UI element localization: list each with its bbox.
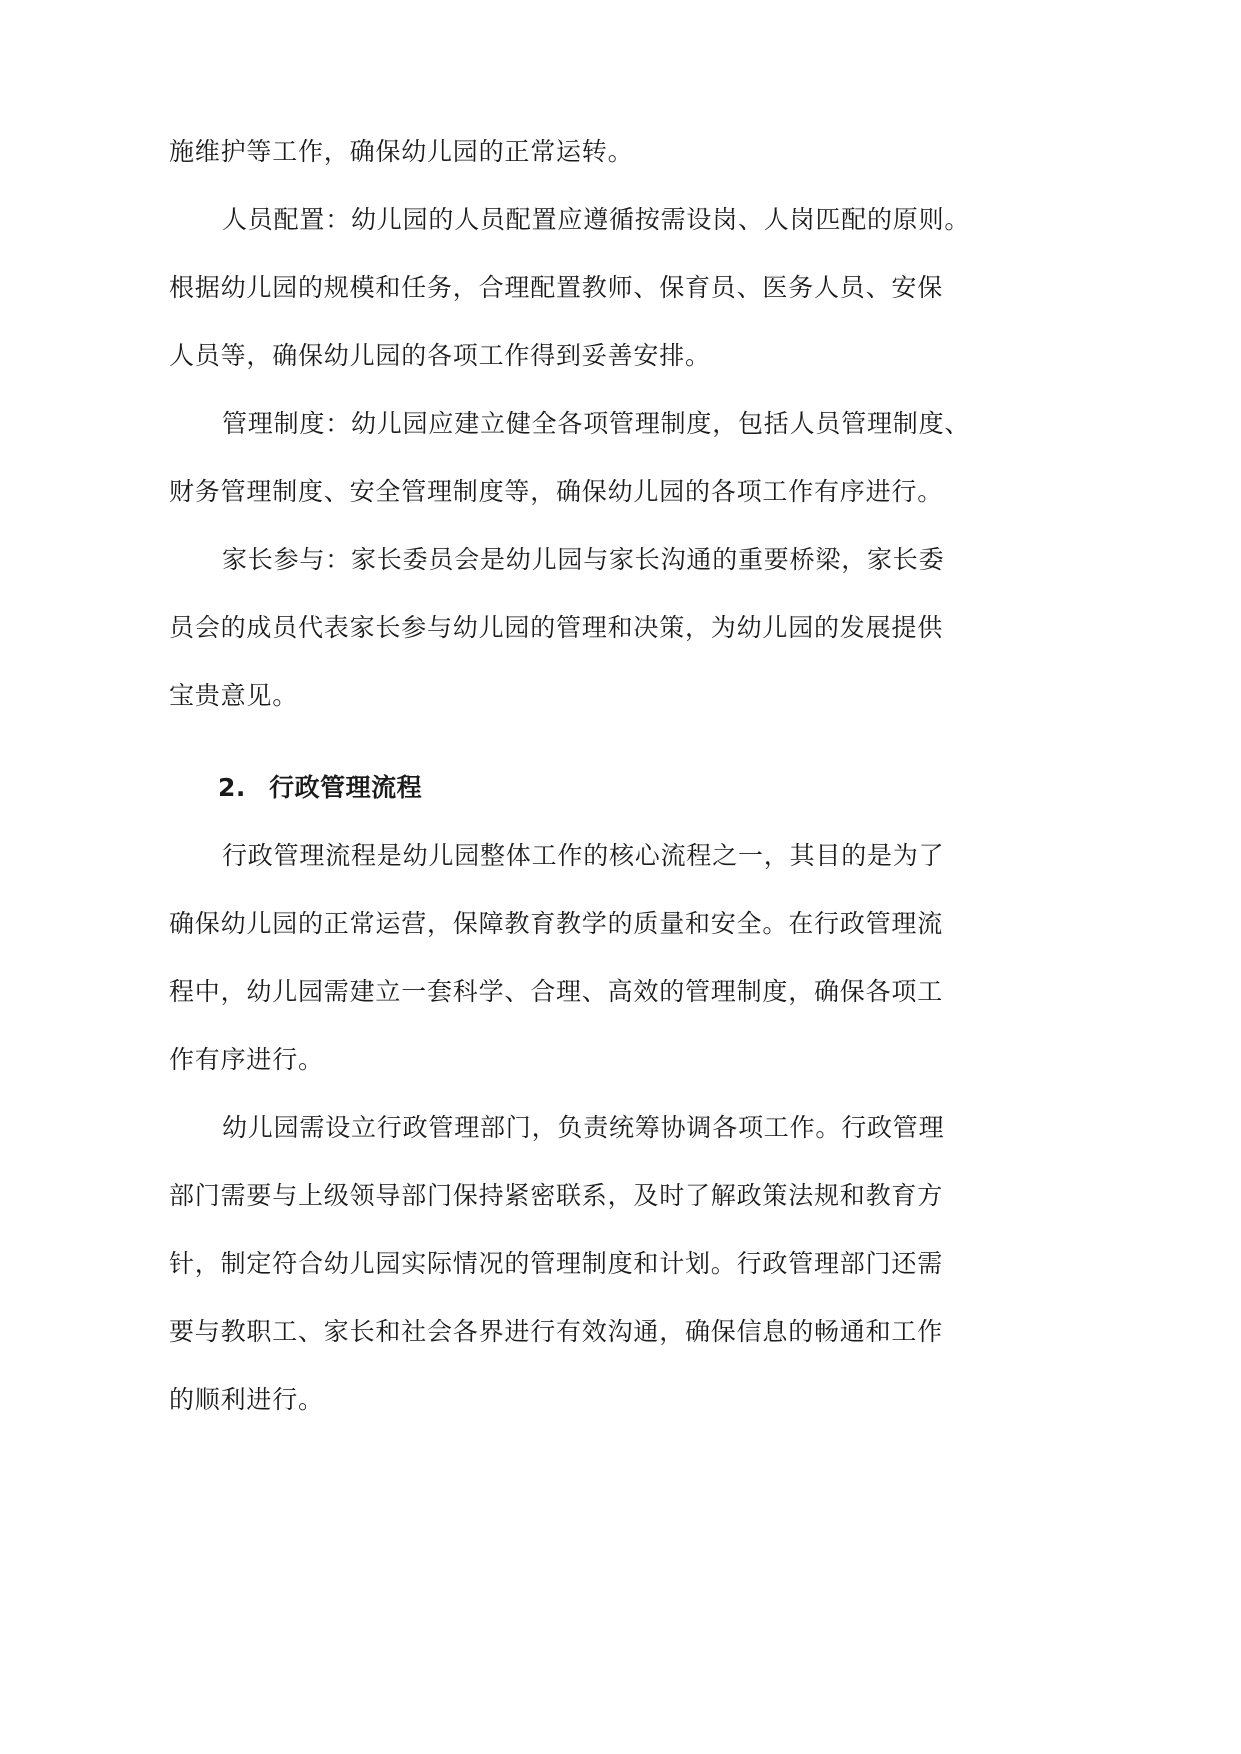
paragraph-line: 部门需要与上级领导部门保持紧密联系，及时了解政策法规和教育方 <box>169 1181 944 1210</box>
section-heading <box>0 770 1241 806</box>
paragraph-line: 人员等，确保幼儿园的各项工作得到妥善安排。 <box>169 341 711 370</box>
paragraph-line: 幼儿园需设立行政管理部门，负责统筹协调各项工作。行政管理 <box>222 1113 945 1142</box>
section-title: 行政管理流程 <box>269 773 423 802</box>
paragraph-line: 家长参与：家长委员会是幼儿园与家长沟通的重要桥梁，家长委 <box>222 545 945 574</box>
paragraph-line: 确保幼儿园的正常运营，保障教育教学的质量和安全。在行政管理流 <box>169 909 944 938</box>
paragraph-line: 程中，幼儿园需建立一套科学、合理、高效的管理制度，确保各项工 <box>169 977 944 1006</box>
paragraph-line: 财务管理制度、安全管理制度等，确保幼儿园的各项工作有序进行。 <box>169 477 944 506</box>
paragraph-line: 根据幼儿园的规模和任务，合理配置教师、保育员、医务人员、安保 <box>169 273 944 302</box>
paragraph-line: 管理制度：幼儿园应建立健全各项管理制度，包括人员管理制度、 <box>222 409 971 438</box>
paragraph-line: 针，制定符合幼儿园实际情况的管理制度和计划。行政管理部门还需 <box>169 1249 944 1278</box>
paragraph-line: 作有序进行。 <box>169 1045 324 1074</box>
paragraph-line: 行政管理流程是幼儿园整体工作的核心流程之一，其目的是为了 <box>222 841 945 870</box>
paragraph-line: 的顺利进行。 <box>169 1385 324 1414</box>
paragraph-line: 人员配置：幼儿园的人员配置应遵循按需设岗、人岗匹配的原则。 <box>222 205 971 234</box>
paragraph-line: 员会的成员代表家长参与幼儿园的管理和决策，为幼儿园的发展提供 <box>169 613 944 642</box>
section-number: 2. <box>218 773 246 802</box>
paragraph-line: 宝贵意见。 <box>169 681 299 710</box>
paragraph-line: 要与教职工、家长和社会各界进行有效沟通，确保信息的畅通和工作 <box>169 1317 944 1346</box>
paragraph-line: 施维护等工作，确保幼儿园的正常运转。 <box>169 137 634 166</box>
